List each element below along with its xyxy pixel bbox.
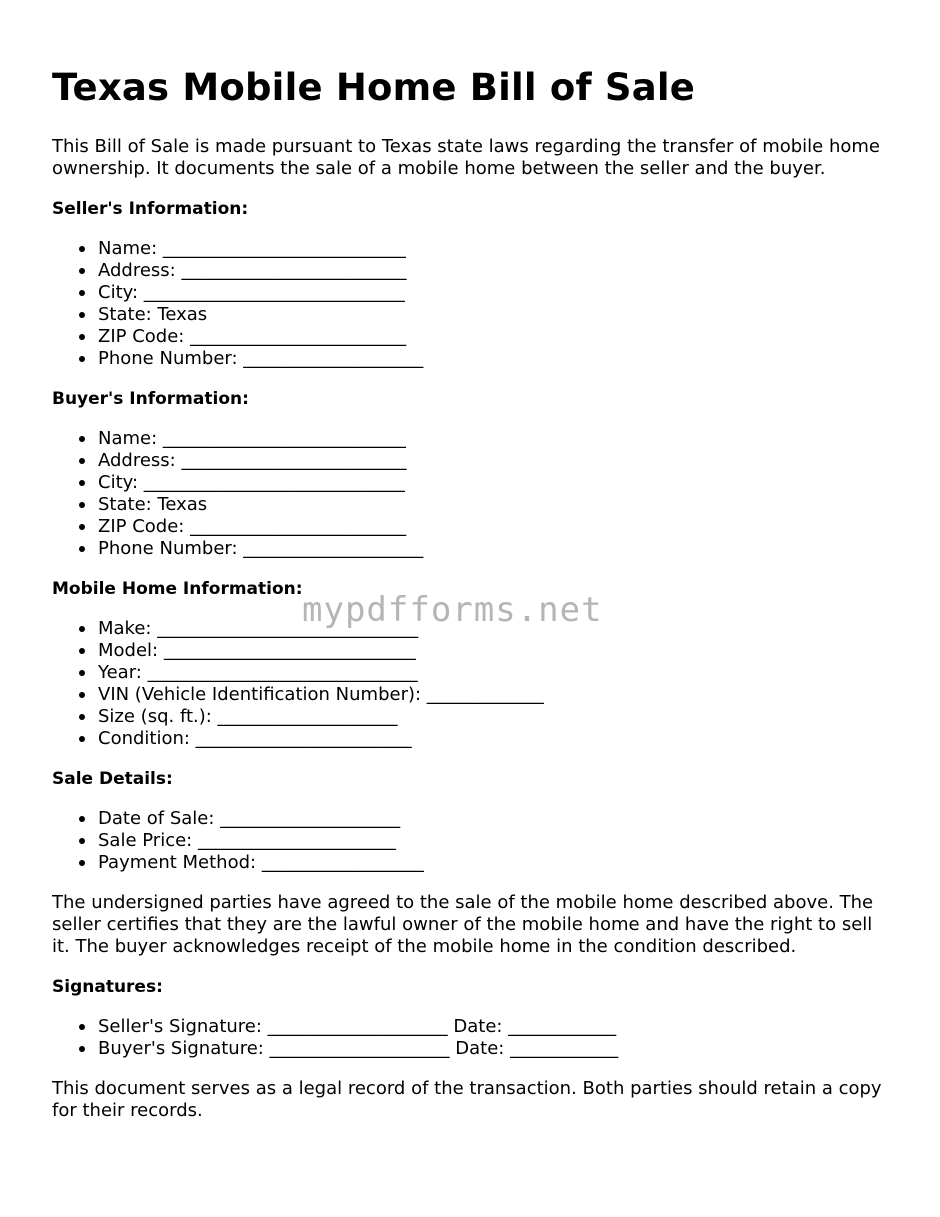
- date-of-sale-field: Date of Sale: ____________________: [98, 808, 892, 830]
- buyer-address-field: Address: _________________________: [98, 450, 892, 472]
- payment-method-field: Payment Method: __________________: [98, 852, 892, 874]
- watermark: mypdfforms.net: [302, 590, 603, 630]
- vin-field: VIN (Vehicle Identification Number): _____________: [98, 684, 892, 706]
- mobile-home-fields: [52, 618, 892, 750]
- seller-fields: [52, 238, 892, 370]
- buyer-fields: [52, 428, 892, 560]
- buyer-name-field: Name: ___________________________: [98, 428, 892, 450]
- signature-fields: [52, 1016, 892, 1060]
- seller-heading: Seller's Information:: [52, 199, 249, 219]
- buyer-state-field: State: Texas: [98, 494, 892, 516]
- intro-paragraph: This Bill of Sale is made pursuant to Texas state laws regarding the transfer of mobile home ownership. It documents the sale of a mobile home between the seller and the buyer.: [52, 136, 881, 179]
- seller-city-field: City: _____________________________: [98, 282, 892, 304]
- sale-details-heading: Sale Details:: [52, 769, 173, 789]
- buyer-phone-field: Phone Number: ____________________: [98, 538, 892, 560]
- document-page: [52, 62, 892, 1122]
- sale-details-fields: [52, 808, 892, 874]
- buyer-zip-field: ZIP Code: ________________________: [98, 516, 892, 538]
- seller-phone-field: Phone Number: ____________________: [98, 348, 892, 370]
- buyer-signature-field: Buyer's Signature: ____________________ Date: ____________: [98, 1038, 892, 1060]
- signatures-heading: Signatures:: [52, 977, 163, 997]
- document-title: Texas Mobile Home Bill of Sale: [52, 66, 696, 109]
- model-field: Model: ____________________________: [98, 640, 892, 662]
- size-field: Size (sq. ft.): ____________________: [98, 706, 892, 728]
- seller-state-field: State: Texas: [98, 304, 892, 326]
- closing-paragraph: This document serves as a legal record of the transaction. Both parties should retain a copy for their records.: [52, 1078, 882, 1121]
- agreement-paragraph: The undersigned parties have agreed to the sale of the mobile home described above. The seller certifies that they are the lawful owner of the mobile home and have the right to sell it. The buyer acknowledges receipt of the mobile home in the condition described.: [52, 892, 874, 957]
- seller-address-field: Address: _________________________: [98, 260, 892, 282]
- buyer-city-field: City: _____________________________: [98, 472, 892, 494]
- buyer-heading: Buyer's Information:: [52, 389, 249, 409]
- year-field: Year: ______________________________: [98, 662, 892, 684]
- condition-field: Condition: ________________________: [98, 728, 892, 750]
- seller-signature-field: Seller's Signature: ____________________ Date: ____________: [98, 1016, 892, 1038]
- mobile-home-heading: Mobile Home Information:: [52, 579, 303, 599]
- seller-name-field: Name: ___________________________: [98, 238, 892, 260]
- seller-zip-field: ZIP Code: ________________________: [98, 326, 892, 348]
- make-field: Make: _____________________________: [98, 618, 892, 640]
- sale-price-field: Sale Price: ______________________: [98, 830, 892, 852]
